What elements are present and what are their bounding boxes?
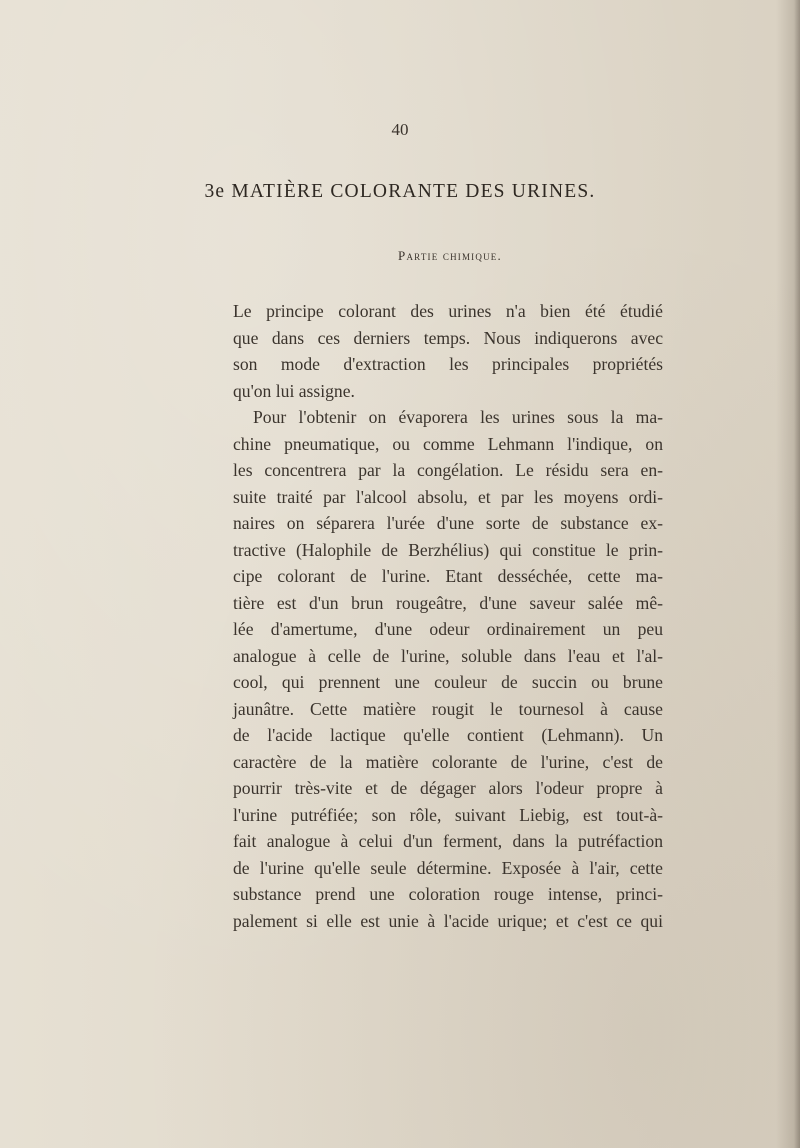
text-line: chine pneumatique, ou comme Lehmann l'indique, on — [233, 433, 663, 454]
text-line: son mode d'extraction les principales propriétés — [233, 354, 663, 374]
text-line: Le principe colorant des urines n'a bien été étudié — [233, 301, 663, 321]
text-line: Pour l'obtenir on évaporera les urines sous la ma- — [253, 407, 663, 427]
text-line: palement si elle est unie à l'acide urique; et c'est ce qui — [233, 910, 663, 931]
text-line: naires on séparera l'urée d'une sorte de substance ex- — [233, 513, 663, 533]
text-line: tractive (Halophile de Berzhélius) qui constitue le prin- — [233, 539, 663, 560]
text-line: analogue à celle de l'urine, soluble dans l'eau et l'al- — [233, 645, 663, 666]
page-number: 40 — [391, 120, 409, 139]
text-line: caractère de la matière colorante de l'urine, c'est de — [233, 751, 663, 772]
text-line: cipe colorant de l'urine. Etant desséchée, cette ma- — [233, 566, 663, 586]
text-line: que dans ces derniers temps. Nous indiquerons avec — [233, 327, 663, 348]
page-edge-shadow — [794, 0, 800, 1148]
text-line: de l'acide lactique qu'elle contient (Lehmann). Un — [233, 725, 663, 745]
text-line: cool, qui prennent une couleur de succin ou brune — [233, 672, 663, 692]
body-text — [233, 298, 663, 934]
text-line: de l'urine qu'elle seule détermine. Exposée à l'air, cette — [233, 857, 663, 878]
chapter-title: 3e MATIÈRE COLORANTE DES URINES. — [204, 181, 596, 202]
text-line: tière est d'un brun rougeâtre, d'une saveur salée mê- — [233, 592, 663, 613]
section-title: Partie chimique. — [398, 248, 502, 263]
text-line: les concentrera par la congélation. Le résidu sera en- — [233, 460, 663, 480]
text-line: qu'on lui assigne. — [233, 380, 355, 401]
text-line: fait analogue à celui d'un ferment, dans la putréfaction — [233, 831, 663, 851]
text-line: substance prend une coloration rouge intense, princi- — [233, 884, 663, 904]
text-line: l'urine putréfiée; son rôle, suivant Liebig, est tout-à- — [233, 804, 663, 825]
text-line: jaunâtre. Cette matière rougit le tournesol à cause — [233, 698, 663, 719]
text-line: lée d'amertume, d'une odeur ordinairement un peu — [233, 619, 663, 639]
text-line: pourrir très-vite et de dégager alors l'odeur propre à — [233, 778, 663, 798]
text-line: suite traité par l'alcool absolu, et par les moyens ordi- — [233, 486, 663, 507]
